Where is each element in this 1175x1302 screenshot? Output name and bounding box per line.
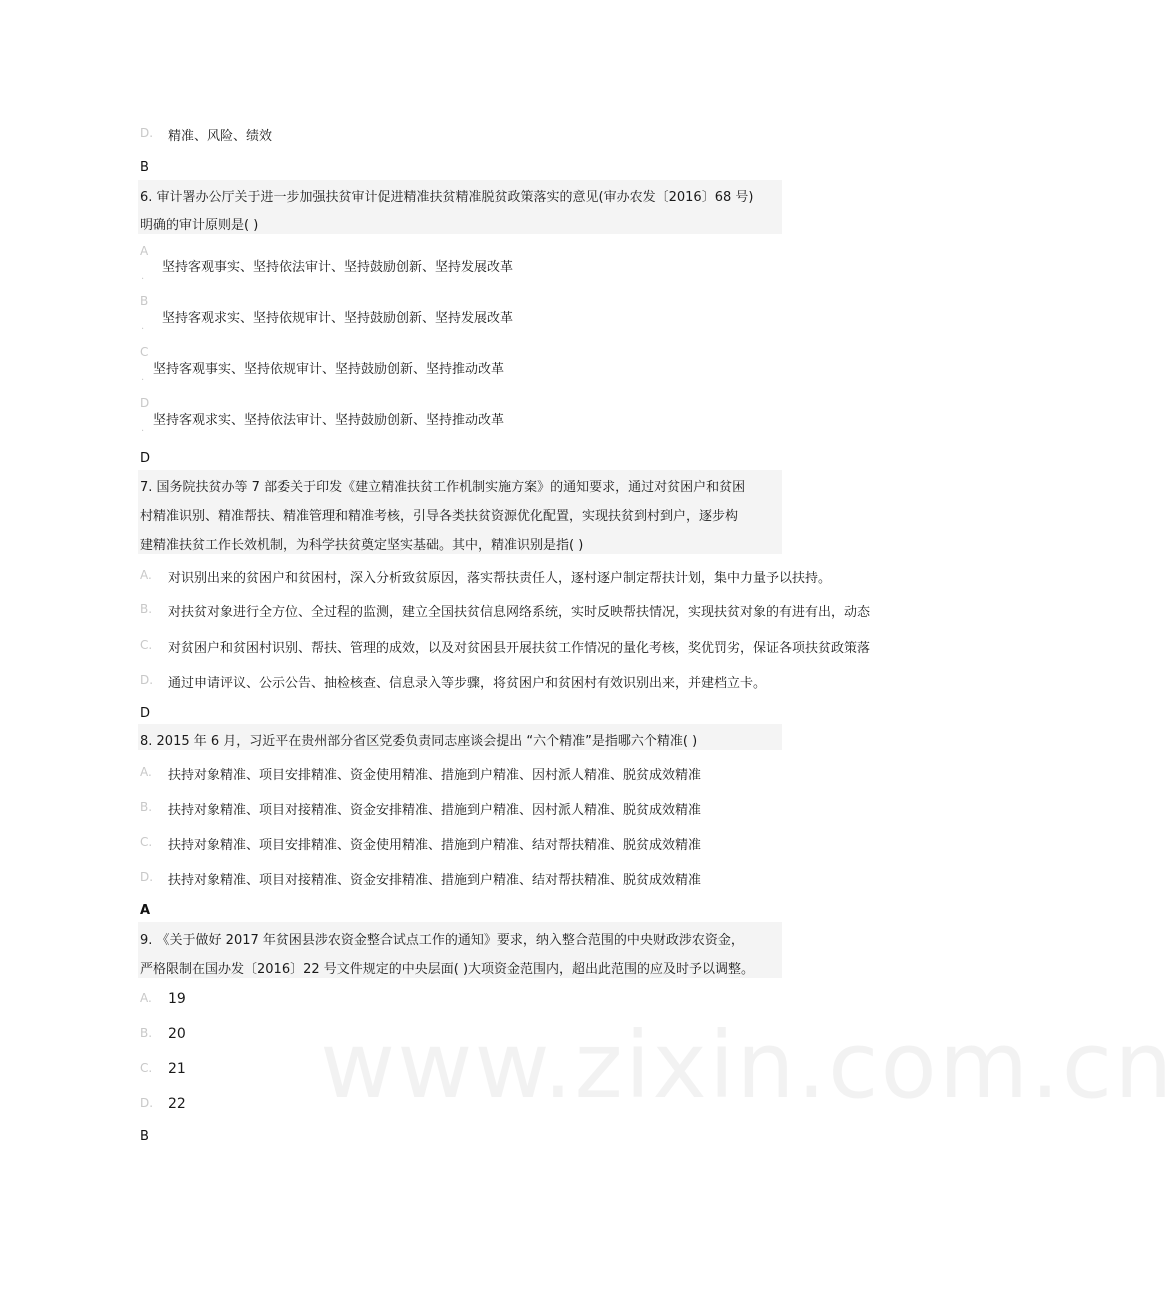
q6-option-c-letter: C [140,345,149,359]
q6-question-line1: 6. 审计署办公厅关于进一步加强扶贫审计促进精准扶贫精准脱贫政策落实的意见(审办农发〔2016〕68 号) [140,190,754,205]
q6-option-b-text: 坚持客观求实、坚持依规审计、坚持鼓励创新、坚持发展改革 [162,311,514,326]
q9-option-d-text: 22 [168,1096,186,1112]
q8-option-d-letter: D. [140,870,154,884]
q7-option-b-clip [168,601,920,620]
q8-option-c-letter: C. [140,835,153,849]
q9-option-a-text: 19 [168,991,186,1007]
q8-answer: A [140,903,151,918]
q7-option-b-letter: B. [140,602,153,616]
q9-option-d-letter: D. [140,1096,154,1110]
q6-option-b-letter: B [140,294,149,308]
q7-answer: D [140,706,151,721]
q9-answer: B [140,1129,149,1144]
q9-option-a-letter: A. [140,991,152,1005]
q8-option-c-text: 扶持对象精准、项目安排精准、资金使用精准、措施到户精准、结对帮扶精准、脱贫成效精准 [168,838,702,853]
q7-question-line2: 村精准识别、精准帮扶、精准管理和精准考核，引导各类扶贫资源优化配置，实现扶贫到村到户，逐步构 [140,509,739,524]
q7-question-line3: 建精准扶贫工作长效机制，为科学扶贫奠定坚实基础。其中，精准识别是指( ) [140,538,584,553]
q7-option-b-text: 对扶贫对象进行全方位、全过程的监测，建立全国扶贫信息网络系统，实时反映帮扶情况，实现扶贫对象的有进有出，动态 [168,605,871,620]
q7-option-d-text: 通过申请评议、公示公告、抽检核查、信息录入等步骤，将贫困户和贫困村有效识别出来，并建档立卡。 [168,676,767,691]
q9-question-line1: 9. 《关于做好 2017 年贫困县涉农资金整合试点工作的通知》要求，纳入整合范围的中央财政涉农资金， [140,933,744,948]
q8-option-d-text: 扶持对象精准、项目对接精准、资金安排精准、措施到户精准、结对帮扶精准、脱贫成效精准 [168,873,702,888]
q6-option-a-letter: A [140,244,149,258]
q8-option-a-text: 扶持对象精准、项目安排精准、资金使用精准、措施到户精准、因村派人精准、脱贫成效精准 [168,768,702,783]
q6-option-c-text: 坚持客观事实、坚持依规审计、坚持鼓励创新、坚持推动改革 [153,362,505,377]
q6-option-c-dot: . [141,372,145,383]
q8-question-line1: 8. 2015 年 6 月，习近平在贵州部分省区党委负责同志座谈会提出 “六个精准”是指哪六个精准( ) [140,734,698,749]
q7-option-a-letter: A. [140,568,152,582]
q6-option-b-dot: . [141,321,145,332]
q9-question-line2: 严格限制在国办发〔2016〕22 号文件规定的中央层面( )大项资金范围内，超出此范围的应及时予以调整。 [140,962,755,977]
q7-option-c-text: 对贫困户和贫困村识别、帮扶、管理的成效，以及对贫困县开展扶贫工作情况的量化考核，奖优罚劣，保证各项扶贫政策落 [168,641,871,656]
q7-option-c-letter: C. [140,638,153,652]
q9-option-c-letter: C. [140,1061,153,1075]
q7-option-c-clip [168,637,920,656]
q6-answer: D [140,451,151,466]
q6-option-d-text: 坚持客观求实、坚持依法审计、坚持鼓励创新、坚持推动改革 [153,413,505,428]
q5-option-d-letter: D. [140,126,154,140]
watermark: www.zixin.com.cn [320,1012,1175,1119]
q5-option-d-text: 精准、风险、绩效 [168,129,273,144]
q5-answer: B [140,160,149,175]
q6-option-d-dot: . [141,423,145,434]
q6-option-a-text: 坚持客观事实、坚持依法审计、坚持鼓励创新、坚持发展改革 [162,260,514,275]
q9-option-b-text: 20 [168,1026,186,1042]
q9-option-b-letter: B. [140,1026,153,1040]
q9-option-c-text: 21 [168,1061,186,1077]
q6-option-a-dot: . [141,271,145,282]
q8-option-b-letter: B. [140,800,153,814]
q7-option-a-text: 对识别出来的贫困户和贫困村，深入分析致贫原因，落实帮扶责任人，逐村逐户制定帮扶计划，集中力量予以扶持。 [168,571,832,586]
q8-option-a-letter: A. [140,765,152,779]
q6-option-d-letter: D [140,396,150,410]
q7-question-line1: 7. 国务院扶贫办等 7 部委关于印发《建立精准扶贫工作机制实施方案》的通知要求，通过对贫困户和贫困 [140,480,746,495]
q6-question-line2: 明确的审计原则是( ) [140,218,259,233]
q8-option-b-text: 扶持对象精准、项目对接精准、资金安排精准、措施到户精准、因村派人精准、脱贫成效精准 [168,803,702,818]
q7-option-d-letter: D. [140,673,154,687]
